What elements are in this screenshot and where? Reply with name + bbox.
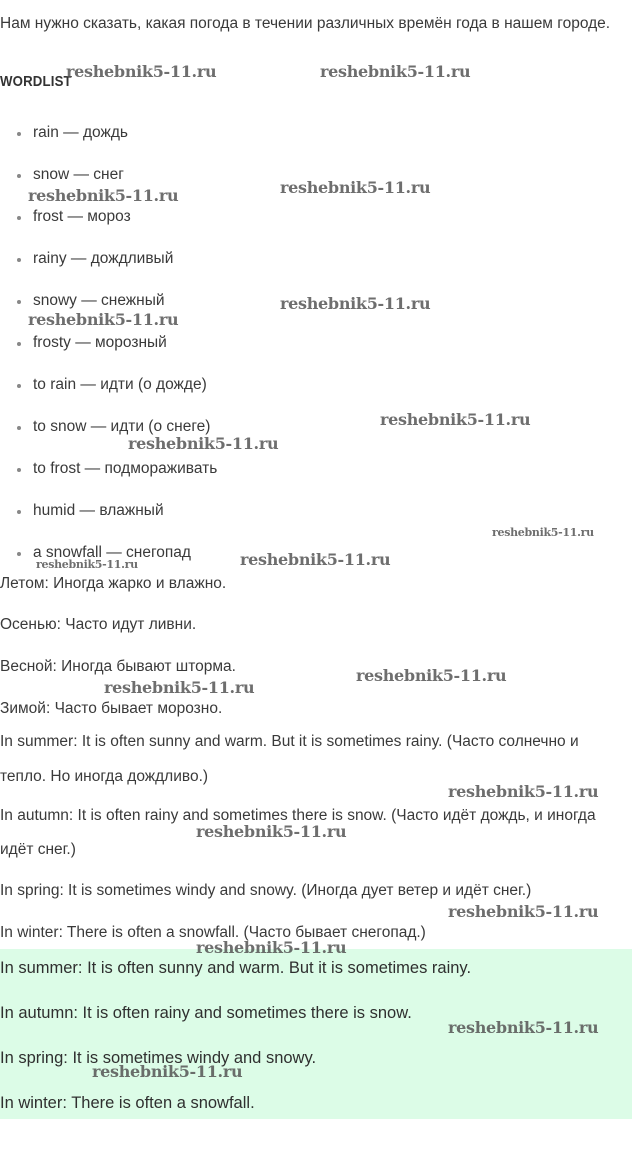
translation-spring: In spring: It is sometimes windy and snowy. (Иногда дует ветер и идёт снег.) [0, 882, 532, 899]
translation-summer: In summer: It is often sunny and warm. But it is sometimes rainy. (Часто солнечно и тепло. Но иногда дождливо.) [0, 733, 579, 785]
watermark: reshebnik5-11.ru [240, 550, 391, 569]
answer-spring: In spring: It is sometimes windy and snowy. [0, 1049, 317, 1067]
intro-text: Нам нужно сказать, какая погода в течении различных времён года в нашем городе. [0, 15, 611, 32]
list-item: frost — мороз [33, 206, 131, 228]
season-summer-ru: Летом: Иногда жарко и влажно. [0, 575, 227, 592]
list-item: rainy — дождливый [33, 248, 173, 270]
watermark: reshebnik5-11.ru [36, 558, 138, 571]
list-item: to frost — подмораживать [33, 458, 217, 480]
watermark: reshebnik5-11.ru [448, 782, 599, 801]
wordlist-heading: WORDLIST [0, 73, 72, 90]
list-item: snowy — снежный [33, 290, 165, 312]
list-item: rain — дождь [33, 122, 128, 144]
watermark: reshebnik5-11.ru [28, 186, 179, 205]
watermark: reshebnik5-11.ru [320, 62, 471, 81]
watermark: reshebnik5-11.ru [104, 678, 255, 697]
season-spring-ru: Весной: Иногда бывают шторма. [0, 658, 236, 675]
list-item: to rain — идти (о дожде) [33, 374, 207, 396]
watermark: reshebnik5-11.ru [356, 666, 507, 685]
watermark: reshebnik5-11.ru [28, 310, 179, 329]
list-item: frosty — морозный [33, 332, 167, 354]
watermark: reshebnik5-11.ru [448, 902, 599, 921]
watermark: reshebnik5-11.ru [492, 526, 594, 539]
watermark: reshebnik5-11.ru [128, 434, 279, 453]
watermark: reshebnik5-11.ru [448, 1018, 599, 1037]
answer-summer: In summer: It is often sunny and warm. But it is sometimes rainy. [0, 959, 472, 977]
watermark: reshebnik5-11.ru [92, 1062, 243, 1081]
season-autumn-ru: Осенью: Часто идут ливни. [0, 616, 197, 633]
answer-winter: In winter: There is often a snowfall. [0, 1094, 255, 1112]
list-item: snow — снег [33, 164, 124, 186]
watermark: reshebnik5-11.ru [196, 938, 347, 957]
translation-autumn: In autumn: It is often rainy and sometimes there is snow. (Часто идёт дождь, и иногда идёт снег.) [0, 807, 596, 858]
watermark: reshebnik5-11.ru [280, 294, 431, 313]
list-item: humid — влажный [33, 500, 164, 522]
translation-winter: In winter: There is often a snowfall. (Часто бывает снегопад.) [0, 924, 426, 941]
answer-autumn: In autumn: It is often rainy and sometimes there is snow. [0, 1004, 412, 1022]
list-item: a snowfall — снегопад [33, 542, 191, 564]
watermark: reshebnik5-11.ru [196, 822, 347, 841]
watermark: reshebnik5-11.ru [280, 178, 431, 197]
watermark: reshebnik5-11.ru [380, 410, 531, 429]
list-item: to snow — идти (о снеге) [33, 416, 210, 438]
watermark: reshebnik5-11.ru [66, 62, 217, 81]
season-winter-ru: Зимой: Часто бывает морозно. [0, 700, 223, 717]
